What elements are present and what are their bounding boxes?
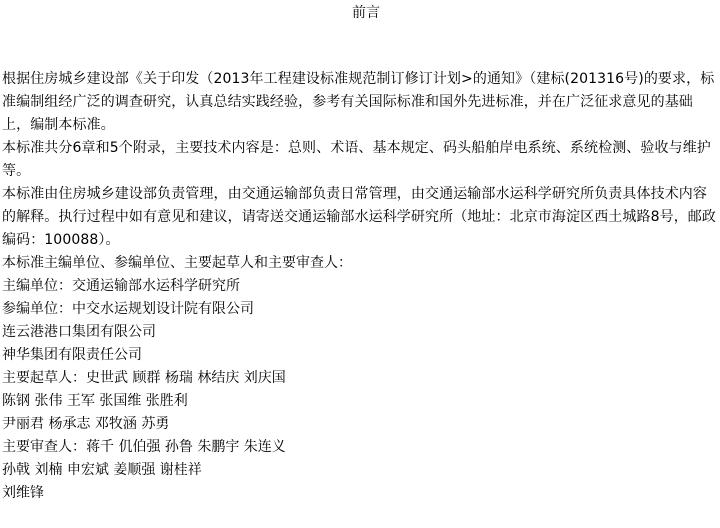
reviewers-line-3: 刘维锋 (2, 485, 44, 501)
reviewers-line-2: 孙戟 刘楠 申宏斌 姜顺强 谢桂祥 (2, 462, 202, 478)
drafters-intro: 本标准主编单位、参编单位、主要起草人和主要审查人： (2, 255, 352, 271)
drafters-line-3: 尹丽君 杨承志 邓牧涵 苏勇 (2, 416, 170, 432)
paragraph-content: 本标准共分6章和5个附录，主要技术内容是：总则、术语、基本规定、码头船舶岸电系统、系统检测、验收与维护等。 (2, 140, 711, 179)
drafters-line-2: 陈钢 张伟 王军 张国维 张胜利 (2, 393, 188, 409)
spacer (2, 26, 718, 68)
document (2, 0, 718, 505)
participating-unit: 参编单位：中交水运规划设计院有限公司 (2, 301, 254, 317)
participating-unit-3: 神华集团有限责任公司 (2, 347, 142, 363)
paragraph-basis: 根据住房城乡建设部《关于印发（2013年工程建设标准规范制订修订计划>的通知》（建标(201316号)的要求，标准编制组经广泛的调查研究，认真总结实践经验，参考有关国际标准和国外先进标准，并在广泛征求意见的基础上，编制本标准。 (2, 71, 715, 133)
page-title: 前言 (352, 5, 380, 21)
participating-unit-2: 连云港港口集团有限公司 (2, 324, 156, 340)
main-reviewers: 主要审查人：蒋千 仉伯强 孙鲁 朱鹏宇 朱连义 (2, 439, 286, 455)
paragraph-management: 本标准由住房城乡建设部负责管理，由交通运输部负责日常管理，由交通运输部水运科学研究所负责具体技术内容的解释。执行过程中如有意见和建议，请寄送交通运输部水运科学研究所（地址：北京市海淀区西土城路8号，邮政编码：100088）。 (2, 186, 717, 248)
main-drafters: 主要起草人：史世武 顾群 杨瑞 林结庆 刘庆国 (2, 370, 286, 386)
chief-unit: 主编单位：交通运输部水运科学研究所 (2, 278, 240, 294)
